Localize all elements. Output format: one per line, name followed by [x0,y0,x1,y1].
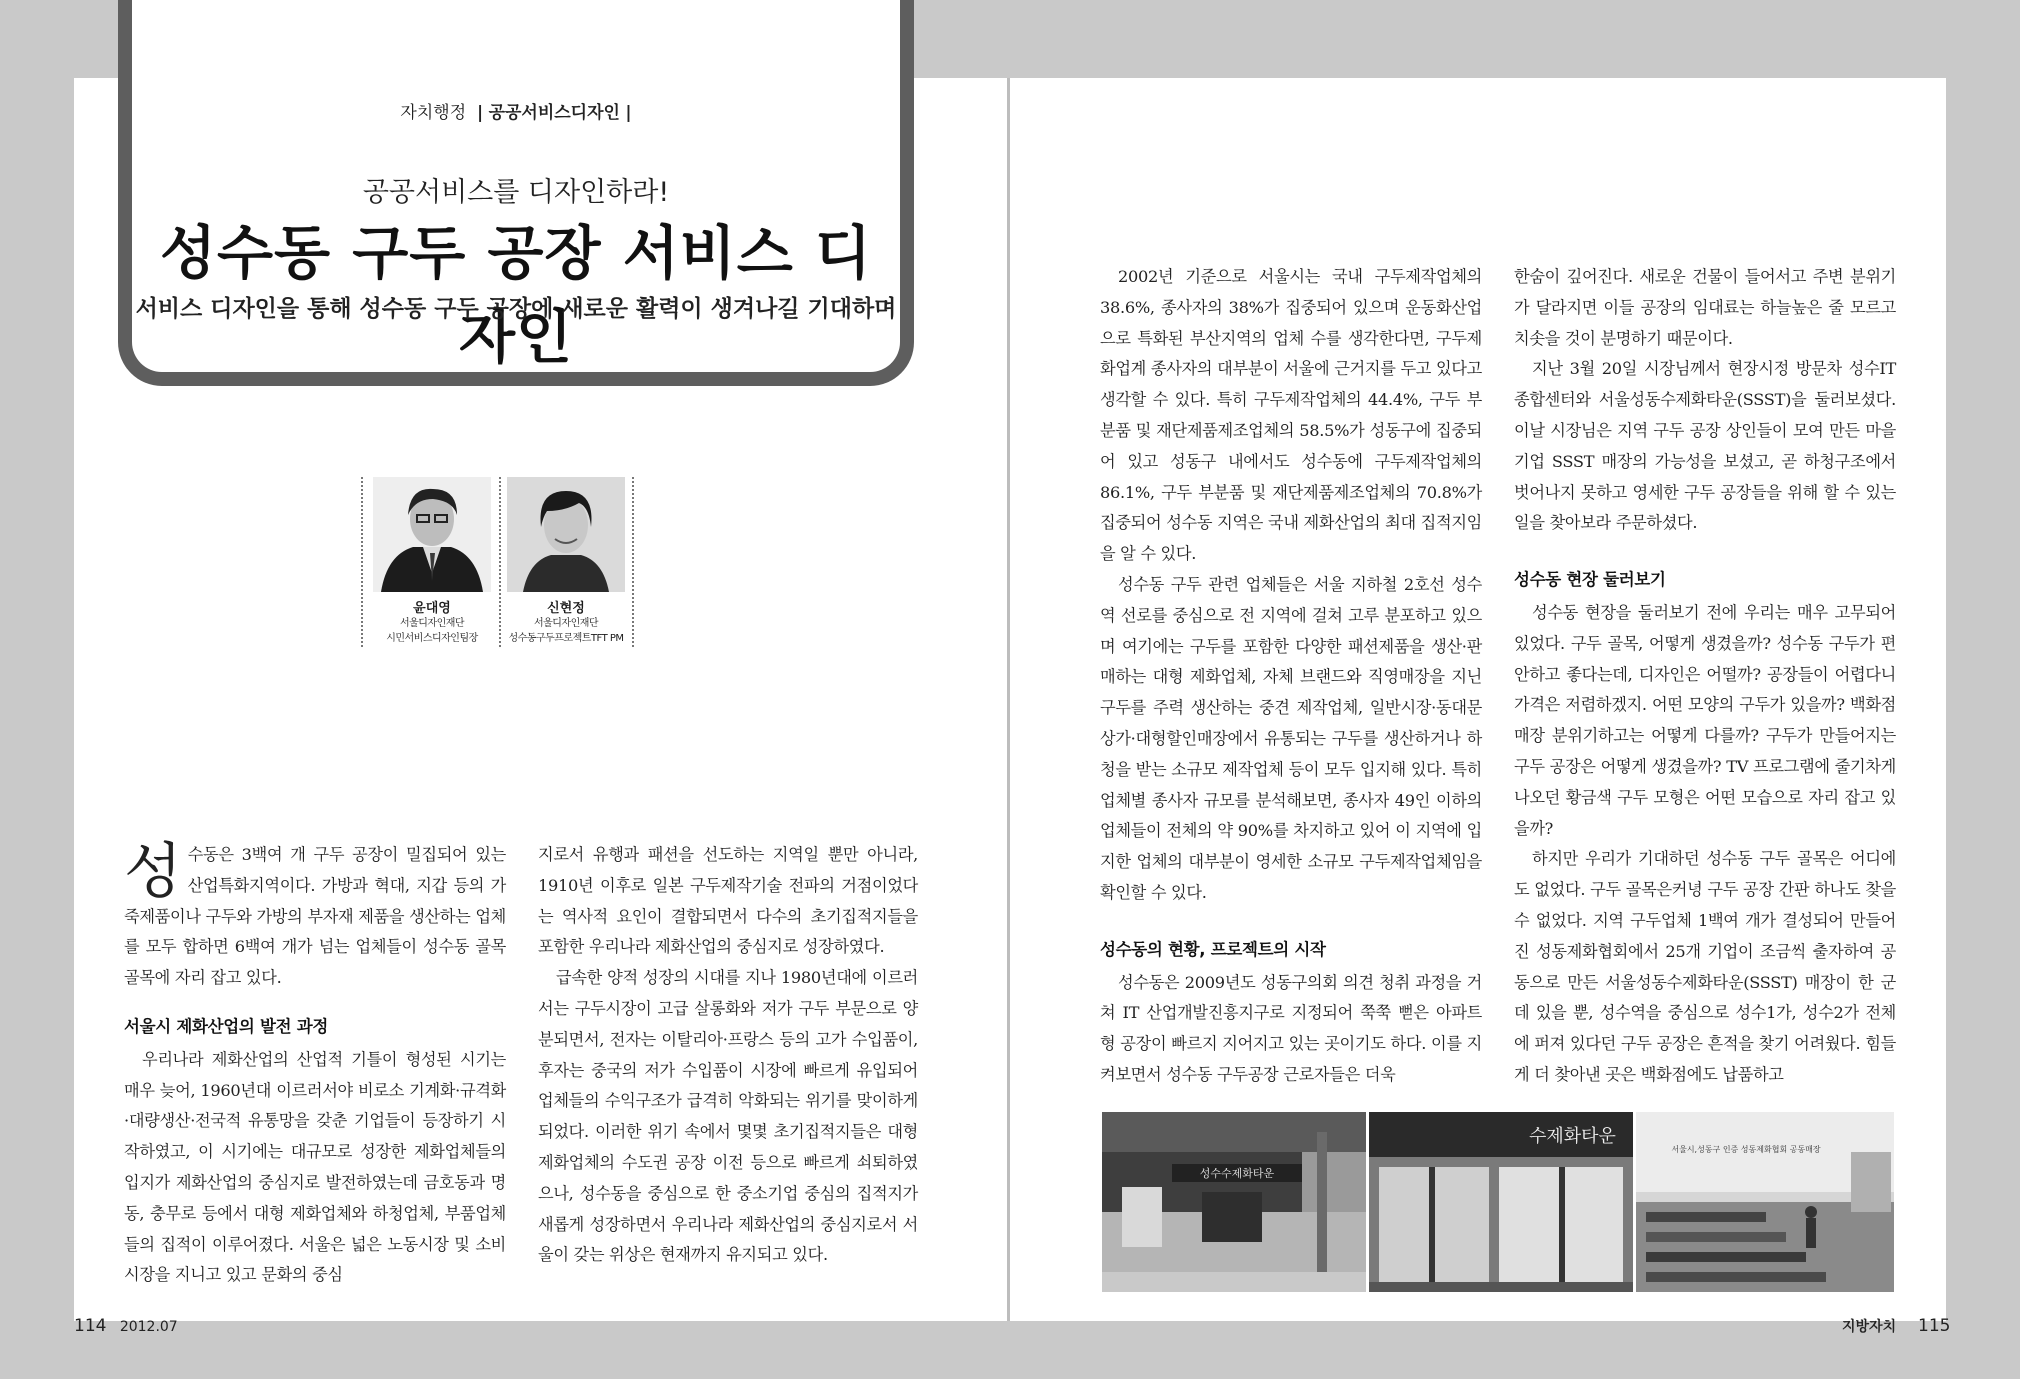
store-interior-photo [1636,1112,1894,1292]
shopfront-photo [1369,1112,1633,1292]
street-photo [1102,1112,1366,1292]
body-paragraph: 지로서 유행과 패션을 선도하는 지역일 뿐만 아니라, 1910년 이후로 일본 구두제작기술 전파의 거점이었다는 역사적 요인이 결합되면서 다수의 초기집적지들을 포함한 우리나라 제화산업의 중심지로 성장하였다. [538,845,918,957]
body-paragraph: 급속한 양적 성장의 시대를 지나 1980년대에 이르러서는 구두시장이 고급 살롱화와 저가 구두 부문으로 양분되면서, 전자는 이탈리아·프랑스 등의 고가 수입품이, 후자는 중국의 저가 수입품이 시장에 빠르게 유입되어 업체들의 수익구조가 급격히 악화되는 위기를 맞이하게 되었다. 이러한 위기 속에서 몇몇 초기집적지들은 대형 제화업체의 수도권 공장 이전 등으로 빠르게 쇠퇴하였으나, 성수동을 중심으로 한 중소기업 중심의 집적지가 새롭게 성장하면서 우리나라 제화산업의 중심지로서 서울이 갖는 위상은 현재까지 유지되고 있다. [538,968,918,1265]
page-title: 성수동 구두 공장 서비스 디자인 [159,219,873,371]
title-kicker: 공공서비스를 디자인하라! [362,177,670,208]
title-deck: 서비스 디자인을 통해 성수동 구두 공장에 새로운 활력이 생겨나길 기대하며 [135,296,897,322]
body-paragraph: 성수동 현장을 둘러보기 전에 우리는 매우 고무되어 있었다. 구두 골목, 어떻게 생겼을까? 성수동 구두가 편안하고 좋다는데, 디자인은 어떨까? 공장들이 어렵다니 가격은 저렴하겠지. 어떤 모양의 구두가 있을까? 백화점 매장 분위기하고는 어떻게 다를까? 구두가 만들어지는 구두 공장은 어떻게 생겼을까? TV 프로그램에 줄기차게 나오던 황금색 구두 모형은 어떤 모습으로 자리 잡고 있을까? [1514,602,1896,838]
photo-strip [1102,1112,1894,1292]
divider [361,477,363,647]
body-paragraph: 성수동 구두 관련 업체들은 서울 지하철 2호선 성수역 선로를 중심으로 전 지역에 걸쳐 고루 분포하고 있으며 여기에는 구두를 포함한 다양한 패션제품을 생산·판매하는 대형 제화업체, 자체 브랜드와 직영매장을 지닌 구두를 주력 생산하는 중견 제작업체, 일반시장·동대문 상가·대형할인매장에서 유통되는 구두를 생산하거나 하청을 받는 소규모 제작업체 등이 모두 입지해 있다. 특히 업체별 종사자 규모를 분석해보면, 종사자 49인 이하의 업체들이 전체의 약 90%를 차지하고 있어 이 지역에 입지한 업체의 대부분이 영세한 소규모 구두제작업체임을 확인할 수 있다. [1100,574,1482,902]
body-paragraph: 한숨이 깊어진다. 새로운 건물이 들어서고 주변 분위기가 달라지면 이들 공장의 임대료는 하늘높은 줄 모르고 치솟을 것이 분명하기 때문이다. [1514,267,1896,348]
right-page-number: 115 [1918,1316,1951,1336]
magazine-name: 지방자치 [1842,1319,1897,1335]
drop-cap: 성 [124,837,182,907]
body-paragraph: 지난 3월 20일 시장님께서 현장시정 방문차 성수IT 종합센터와 서울성동수제화타운(SSST)을 둘러보셨다. 이날 시장님은 지역 구두 공장 상인들이 모여 만든 마을기업 SSST 매장의 가능성을 보셨고, 곧 하청구조에서 벗어나지 못하고 영세한 구두 공장들을 위해 할 수 있는 일을 찾아보라 주문하셨다. [1514,359,1896,533]
section-heading: 성수동의 현황, 프로젝트의 시작 [1100,939,1326,959]
divider [499,477,501,647]
author-name-1: 윤대영 [413,601,451,616]
author-org-1: 서울디자인재단 [399,618,465,629]
body-paragraph: 하지만 우리가 기대하던 성수동 구두 골목은 어디에도 없었다. 구두 골목은커녕 구두 공장 간판 하나도 찾을 수 없었다. 지역 구두업체 1백여 개가 결성되어 만들어진 성동제화협회에서 25개 기업이 조금씩 출자하여 공동으로 만든 서울성동수제화타운(SSST) 매장이 한 군데 있을 뿐, 성수역을 중심으로 성수1가, 성수2가 전체에 퍼져 있다던 구두 공장은 흔적을 찾기 어려웠다. 힘들게 더 찾아낸 곳은 백화점에도 납품하고 [1514,849,1896,1084]
shop-sign-2: 수제화타운 [1529,1126,1616,1147]
intro-text: 수동은 3백여 개 구두 공장이 밀집되어 있는 산업특화지역이다. 가방과 혁대, 지갑 등의 가죽제품이나 구두와 가방의 부자재 제품을 생산하는 업체를 모두 합하면 6백여 개가 넘는 업체들이 성수동 골목 골목에 자리 잡고 있다. [124,845,506,988]
body-paragraph: 2002년 기준으로 서울시는 국내 구두제작업체의 38.6%, 종사자의 38%가 집중되어 있으며 운동화산업으로 특화된 부산지역의 업체 수를 생각한다면, 구두제화업계 종사자의 대부분이 서울에 근거지를 두고 있다고 생각할 수 있다. 특히 구두제작업체의 44.4%, 구두 부분품 및 재단제품제조업체의 58.5%가 성동구에 집중되어 있고 성동구 내에서도 성수동에 구두제작업체의 86.1%, 구두 부분품 및 재단제품제조업체의 70.8%가 집중되어 성수동 지역은 국내 제화산업의 최대 집적지임을 알 수 있다. [1100,267,1482,564]
store-wall-sign: 서울시,성동구 인증 성동제화협회 공동매장 [1671,1145,1821,1154]
author-card-1 [362,477,502,646]
author-photo-1 [373,477,491,592]
shop-sign-1: 성수수제화타운 [1199,1167,1275,1180]
author-card-2 [496,477,636,646]
author-org-2: 서울디자인재단 [533,618,599,629]
left-column-2 [538,840,918,1271]
intro-paragraph [124,837,506,994]
title-box [118,0,914,386]
issue-date: 2012.07 [119,1319,178,1335]
author-name-2: 신현정 [547,601,585,616]
subsection-label: 공공서비스디자인 [488,103,620,123]
left-page-number: 114 [74,1316,107,1336]
section-heading: 성수동 현장 둘러보기 [1514,570,1666,590]
section-header: 자치행정 | 공공서비스디자인 | [400,103,632,123]
author-role-1: 시민서비스디자인팀장 [386,633,478,644]
left-column-1 [124,837,506,1291]
divider [632,477,634,647]
right-column-1 [1100,262,1482,1091]
body-paragraph: 우리나라 제화산업의 산업적 기틀이 형성된 시기는 매우 늦어, 1960년대 이르러서야 비로소 기계화·규격화·대량생산·전국적 유통망을 갖춘 기업들이 등장하기 시작하였고, 이 시기에는 대규모로 성장한 제화업체들의 입지가 제화산업의 중심지로 발전하였는데 금호동과 명동, 충무로 등에서 대형 제화업체와 하청업체, 부품업체들의 집적이 이루어졌다. 서울은 넓은 노동시장 및 소비시장을 지니고 있고 문화의 중심 [124,1049,506,1285]
right-column-2 [1514,262,1896,1091]
section-heading: 서울시 제화산업의 발전 과정 [124,1016,329,1036]
author-role-2: 성수동구두프로젝트TFT PM [508,633,624,644]
page-gutter [1007,78,1010,1321]
section-label: 자치행정 [400,103,467,123]
left-folio [74,1316,178,1336]
author-photo-2 [507,477,625,592]
body-paragraph: 성수동은 2009년도 성동구의회 의견 청취 과정을 거쳐 IT 산업개발진흥지구로 지정되어 쭉쭉 뻗은 아파트형 공장이 빠르지 지어지고 있는 곳이기도 하다. 이를 지켜보면서 성수동 구두공장 근로자들은 더욱 [1100,972,1482,1084]
